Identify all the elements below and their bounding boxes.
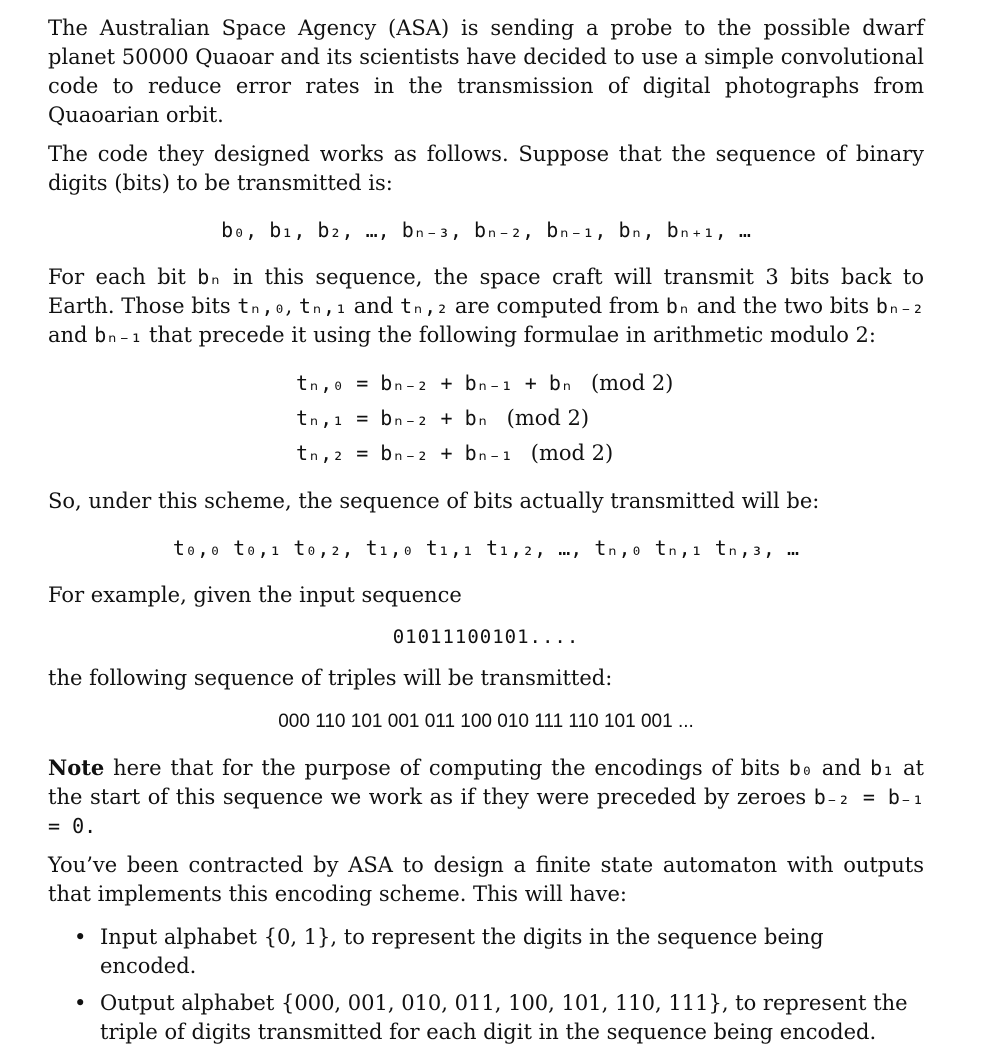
list-item: • Output alphabet {000, 001, 010, 011, 100, 101, 110, 111}, to represent the triple of digits transmitted for each digit in the sequence being encoded. — [48, 989, 924, 1047]
output-alphabet-set: {000, 001, 010, 011, 100, 101, 110, 111} — [280, 991, 722, 1015]
equation-t0: tₙ,₀ = bₙ₋₂ + bₙ₋₁ + bₙ (mod 2) — [296, 371, 674, 395]
symbol-tn0: tₙ,₀ — [237, 294, 286, 318]
transmission-paragraph: For each bit bₙ in this sequence, the space craft will transmit 3 bits back to Earth. Those bits tₙ,₀, tₙ,₁ and tₙ,₂ are computed from bₙ and the two bits bₙ₋₂ and bₙ₋₁ that precede it using the following formulae in arithmetic modulo 2: — [48, 265, 924, 347]
text-fragment: that precede it using the following formulae in arithmetic modulo 2: — [149, 323, 876, 347]
text-fragment: are computed from — [454, 294, 660, 318]
input-sequence: 01011100101.... — [392, 626, 580, 648]
equation-t2: tₙ,₂ = bₙ₋₂ + bₙ₋₁ (mod 2) — [296, 441, 614, 465]
triples-sequence: 000 110 101 001 011 100 010 111 110 101 001 ... — [278, 711, 694, 732]
equation-block — [296, 366, 676, 471]
text-fragment: and — [821, 756, 862, 780]
symbol-b1: b₁ — [870, 756, 895, 780]
intro-paragraph: The Australian Space Agency (ASA) is sending a probe to the possible dwarf planet 50000 Quaoar and its scientists have decided to use a simple convolutional code to reduce error rates in the transmission of digital photographs from Quaoarian orbit. — [48, 16, 924, 127]
symbol-b0: b₀ — [788, 756, 813, 780]
symbol-bn-minus-1: bₙ₋₁ — [94, 323, 143, 347]
text-fragment: at the start of this sequence we work as if they were preceded by zeroes — [48, 756, 924, 809]
text-fragment: and — [353, 294, 394, 318]
bit-sequence: b₀, b₁, b₂, …, bₙ₋₃, bₙ₋₂, bₙ₋₁, bₙ, bₙ₊₁, … — [221, 218, 751, 242]
transmitted-sequence: t₀,₀ t₀,₁ t₀,₂, t₁,₀ t₁,₁ t₁,₂, …, tₙ,₀ tₙ,₁ tₙ,₃, … — [172, 536, 800, 560]
text-fragment: and the two bits — [696, 294, 870, 318]
zero-condition: b₋₂ = b₋₁ = 0. — [48, 785, 924, 838]
symbol-tn2: tₙ,₂ — [400, 294, 449, 318]
text-fragment: and — [48, 323, 88, 347]
text-fragment: For each bit — [48, 265, 186, 289]
symbol-bn: bₙ — [665, 294, 691, 318]
list-item: • Input alphabet {0, 1}, to represent the digits in the sequence being encoded. — [48, 923, 924, 981]
equation-t1: tₙ,₁ = bₙ₋₂ + bₙ (mod 2) — [296, 406, 590, 430]
alphabet-list — [48, 923, 924, 1047]
symbol-bn-minus-2: bₙ₋₂ — [875, 294, 924, 318]
code-description-paragraph: The code they designed works as follows. Suppose that the sequence of binary digits (bits) to be transmitted is: — [48, 142, 924, 195]
text-fragment: here that for the purpose of computing the encodings of bits — [113, 756, 781, 780]
input-alphabet-set: {0, 1} — [263, 925, 331, 949]
note-paragraph — [48, 753, 924, 841]
symbol-tn1: tₙ,₁ — [298, 294, 348, 318]
note-label: Note — [48, 755, 105, 780]
symbol-bn: bₙ — [197, 265, 222, 289]
text-fragment: in this sequence, the space craft will transmit 3 bits back to Earth. Those bits — [48, 265, 924, 318]
scheme-paragraph: So, under this scheme, the sequence of bits actually transmitted will be: — [48, 489, 820, 513]
document-page — [48, 14, 924, 1047]
triples-paragraph: the following sequence of triples will be transmitted: — [48, 666, 613, 690]
contract-paragraph: You’ve been contracted by ASA to design a finite state automaton with outputs that implements this encoding scheme. This will have: — [48, 853, 924, 906]
example-paragraph: For example, given the input sequence — [48, 583, 462, 607]
